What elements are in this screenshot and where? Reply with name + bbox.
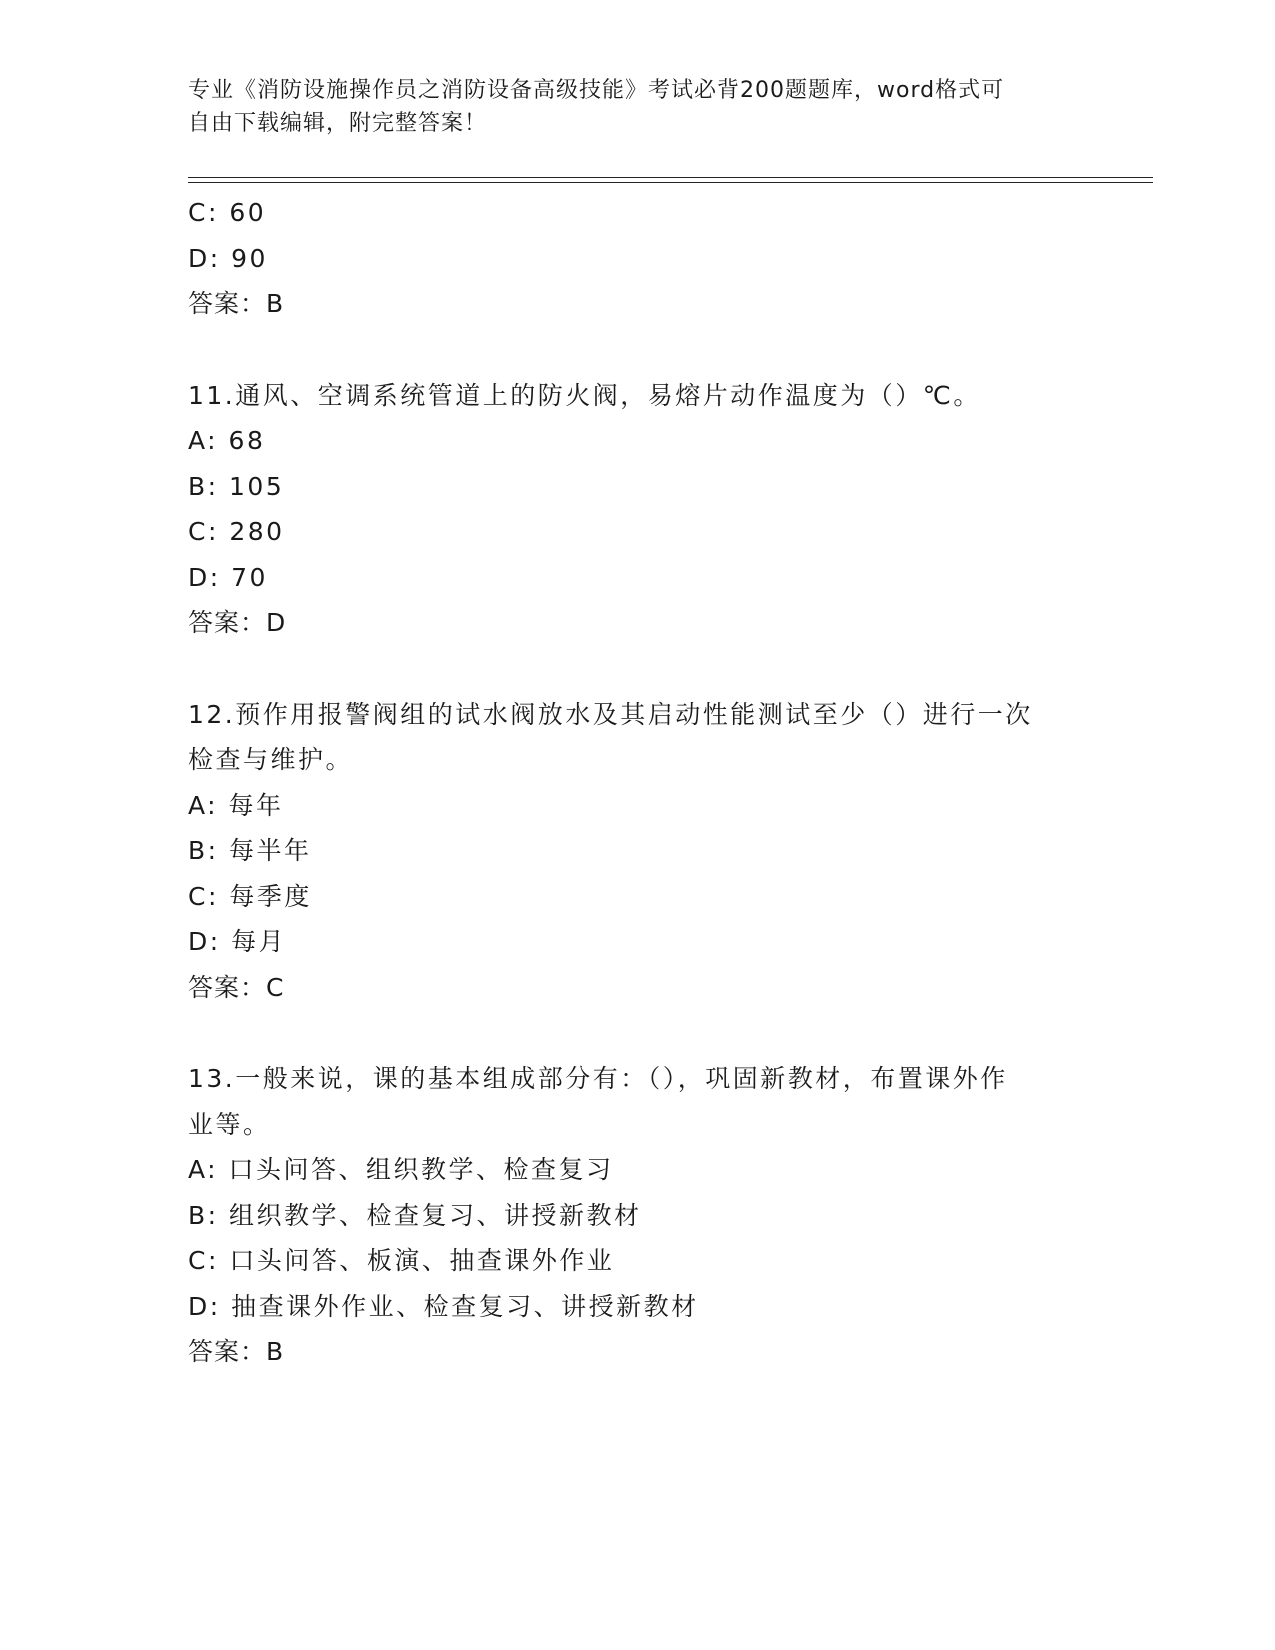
- previous-question-tail: [188, 190, 1088, 327]
- question-stem: 13.一般来说，课的基本组成部分有：（），巩固新教材，布置课外作: [188, 1064, 1008, 1093]
- option-d: D: 90: [188, 243, 268, 273]
- option-a: A: 每年: [188, 790, 284, 820]
- spacer: [188, 327, 1088, 373]
- question-11: [188, 373, 1088, 646]
- header-line-1: 专业《消防设施操作员之消防设备高级技能》考试必背200题题库，word格式可: [188, 78, 1005, 103]
- option-c: C: 60: [188, 198, 267, 227]
- option-b: B: 组织教学、检查复习、讲授新教材: [188, 1200, 642, 1230]
- option-b: B: 105: [188, 471, 285, 501]
- answer-line: 答案：C: [188, 972, 285, 1002]
- question-stem-continued: 检查与维护。: [188, 745, 354, 774]
- option-a: A: 68: [188, 426, 266, 455]
- option-d: D: 每月: [188, 927, 287, 956]
- question-12: [188, 692, 1088, 1011]
- question-stem: 12.预作用报警阀组的试水阀放水及其启动性能测试至少（）进行一次: [188, 699, 1033, 729]
- spacer: [188, 646, 1088, 692]
- option-a: A: 口头问答、组织教学、检查复习: [188, 1155, 614, 1184]
- header-line-2: 自由下载编辑，附完整答案！: [188, 111, 488, 136]
- option-d: D: 70: [188, 562, 268, 592]
- option-c: C: 口头问答、板演、抽查课外作业: [188, 1246, 615, 1275]
- answer-line: 答案：B: [188, 1337, 285, 1366]
- question-stem-continued: 业等。: [188, 1109, 271, 1139]
- page-header: [188, 74, 1068, 140]
- option-b: B: 每半年: [188, 836, 312, 865]
- header-rule-top: [188, 177, 1153, 178]
- option-c: C: 280: [188, 517, 285, 546]
- answer-line: 答案：B: [188, 289, 285, 318]
- question-list: [188, 190, 1088, 1375]
- question-13: [188, 1056, 1088, 1375]
- header-rule-bottom: [188, 182, 1153, 183]
- option-c: C: 每季度: [188, 881, 312, 911]
- spacer: [188, 1010, 1088, 1056]
- question-stem: 11.通风、空调系统管道上的防火阀，易熔片动作温度为（）℃。: [188, 380, 981, 410]
- answer-line: 答案：D: [188, 608, 287, 637]
- option-d: D: 抽查课外作业、检查复习、讲授新教材: [188, 1291, 699, 1321]
